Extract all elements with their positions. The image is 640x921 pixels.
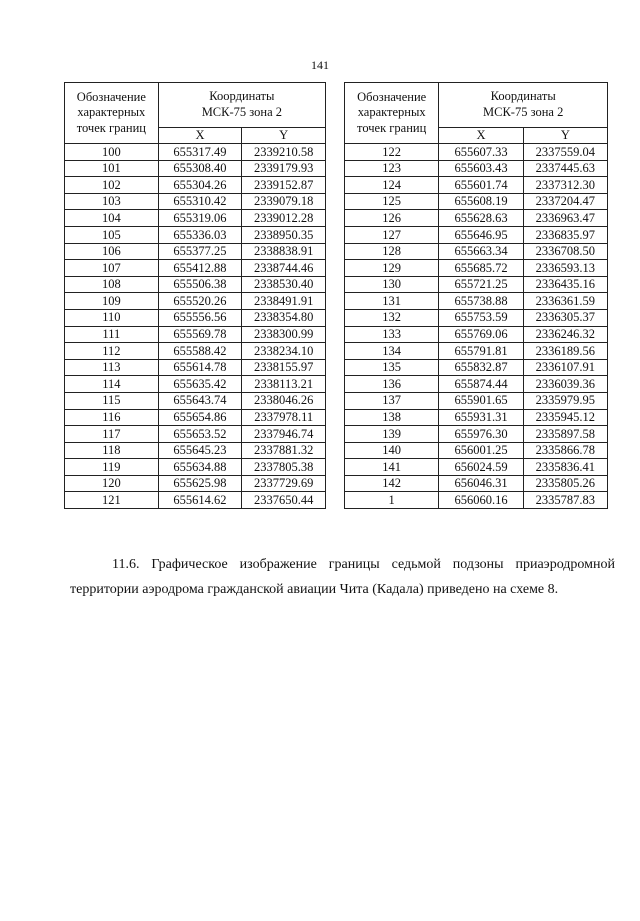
x-cell: 655738.88 <box>439 293 523 310</box>
table-row <box>65 193 326 210</box>
point-id-cell: 110 <box>65 309 159 326</box>
y-cell: 2336305.37 <box>523 309 607 326</box>
table-row <box>345 177 608 194</box>
y-header: Y <box>523 128 607 144</box>
table-row <box>345 343 608 360</box>
header-label-line: Обозначение <box>357 89 427 104</box>
x-cell: 655646.95 <box>439 226 523 243</box>
x-cell: 655588.42 <box>158 343 242 360</box>
y-cell: 2336246.32 <box>523 326 607 343</box>
x-header: X <box>158 128 242 144</box>
x-cell: 655721.25 <box>439 276 523 293</box>
point-label-header <box>345 83 439 144</box>
point-id-cell: 101 <box>65 160 159 177</box>
x-cell: 655506.38 <box>158 276 242 293</box>
x-cell: 655569.78 <box>158 326 242 343</box>
point-id-cell: 138 <box>345 409 439 426</box>
table-row <box>345 210 608 227</box>
x-cell: 656046.31 <box>439 475 523 492</box>
y-cell: 2336963.47 <box>523 210 607 227</box>
y-cell: 2336593.13 <box>523 260 607 277</box>
table-row <box>65 343 326 360</box>
table-row <box>345 376 608 393</box>
y-cell: 2338530.40 <box>242 276 326 293</box>
table-row <box>65 492 326 509</box>
y-cell: 2337729.69 <box>242 475 326 492</box>
table-row <box>65 326 326 343</box>
x-cell: 655645.23 <box>158 442 242 459</box>
x-cell: 655308.40 <box>158 160 242 177</box>
y-cell: 2336708.50 <box>523 243 607 260</box>
table-row <box>65 392 326 409</box>
y-cell: 2338300.99 <box>242 326 326 343</box>
y-cell: 2338046.26 <box>242 392 326 409</box>
x-cell: 655614.62 <box>158 492 242 509</box>
point-id-cell: 140 <box>345 442 439 459</box>
x-cell: 656001.25 <box>439 442 523 459</box>
table-row <box>65 243 326 260</box>
left-table-body <box>65 144 326 509</box>
table-row <box>345 309 608 326</box>
point-id-cell: 135 <box>345 359 439 376</box>
coords-title: Координаты <box>490 89 556 104</box>
y-cell: 2336189.56 <box>523 343 607 360</box>
point-id-cell: 131 <box>345 293 439 310</box>
x-cell: 655520.26 <box>158 293 242 310</box>
point-label-header <box>65 83 159 144</box>
x-cell: 655643.74 <box>158 392 242 409</box>
y-cell: 2337805.38 <box>242 459 326 476</box>
point-id-cell: 121 <box>65 492 159 509</box>
table-row <box>65 226 326 243</box>
point-id-cell: 141 <box>345 459 439 476</box>
coordinates-table-right <box>344 82 608 509</box>
table-row <box>65 409 326 426</box>
coordinates-table-left <box>64 82 326 509</box>
table-row <box>345 226 608 243</box>
point-id-cell: 108 <box>65 276 159 293</box>
y-cell: 2339079.18 <box>242 193 326 210</box>
table-row <box>65 144 326 161</box>
x-cell: 655310.42 <box>158 193 242 210</box>
table-row <box>65 293 326 310</box>
table-row <box>345 144 608 161</box>
coordinates-header <box>158 83 325 128</box>
point-id-cell: 130 <box>345 276 439 293</box>
point-id-cell: 113 <box>65 359 159 376</box>
y-cell: 2337881.32 <box>242 442 326 459</box>
header-label-line: точек границ <box>76 120 146 135</box>
y-cell: 2337312.30 <box>523 177 607 194</box>
point-id-cell: 117 <box>65 426 159 443</box>
x-cell: 655635.42 <box>158 376 242 393</box>
right-table-body <box>345 144 608 509</box>
header-label-line: Обозначение <box>76 89 146 104</box>
y-cell: 2339179.93 <box>242 160 326 177</box>
y-cell: 2338234.10 <box>242 343 326 360</box>
coords-system: МСК-75 зона 2 <box>483 105 564 119</box>
y-cell: 2338838.91 <box>242 243 326 260</box>
y-cell: 2336835.97 <box>523 226 607 243</box>
table-row <box>345 160 608 177</box>
y-cell: 2336361.59 <box>523 293 607 310</box>
header-label-line: точек границ <box>357 120 427 135</box>
table-row <box>65 376 326 393</box>
point-id-cell: 105 <box>65 226 159 243</box>
table-row <box>345 409 608 426</box>
table-row <box>345 475 608 492</box>
coords-title: Координаты <box>209 89 275 104</box>
point-id-cell: 139 <box>345 426 439 443</box>
x-cell: 655556.56 <box>158 309 242 326</box>
table-row <box>345 276 608 293</box>
y-cell: 2338354.80 <box>242 309 326 326</box>
x-cell: 655614.78 <box>158 359 242 376</box>
point-id-cell: 125 <box>345 193 439 210</box>
point-id-cell: 104 <box>65 210 159 227</box>
coords-system: МСК-75 зона 2 <box>201 105 282 119</box>
table-row <box>65 276 326 293</box>
x-cell: 655608.19 <box>439 193 523 210</box>
point-id-cell: 112 <box>65 343 159 360</box>
x-cell: 655931.31 <box>439 409 523 426</box>
y-cell: 2337559.04 <box>523 144 607 161</box>
x-cell: 655319.06 <box>158 210 242 227</box>
x-cell: 655901.65 <box>439 392 523 409</box>
table-row <box>65 309 326 326</box>
point-id-cell: 106 <box>65 243 159 260</box>
y-cell: 2335805.26 <box>523 475 607 492</box>
header-label-line: характерных <box>77 105 146 120</box>
point-id-cell: 120 <box>65 475 159 492</box>
x-cell: 656024.59 <box>439 459 523 476</box>
x-cell: 655377.25 <box>158 243 242 260</box>
y-cell: 2335866.78 <box>523 442 607 459</box>
y-cell: 2336435.16 <box>523 276 607 293</box>
x-cell: 655685.72 <box>439 260 523 277</box>
point-id-cell: 122 <box>345 144 439 161</box>
x-cell: 655336.03 <box>158 226 242 243</box>
table-row <box>65 260 326 277</box>
point-id-cell: 129 <box>345 260 439 277</box>
y-cell: 2337204.47 <box>523 193 607 210</box>
point-id-cell: 136 <box>345 376 439 393</box>
y-cell: 2339210.58 <box>242 144 326 161</box>
x-cell: 655976.30 <box>439 426 523 443</box>
x-cell: 655607.33 <box>439 144 523 161</box>
point-id-cell: 103 <box>65 193 159 210</box>
x-header: X <box>439 128 523 144</box>
x-cell: 655304.26 <box>158 177 242 194</box>
point-id-cell: 107 <box>65 260 159 277</box>
point-id-cell: 123 <box>345 160 439 177</box>
point-id-cell: 114 <box>65 376 159 393</box>
y-cell: 2335787.83 <box>523 492 607 509</box>
point-id-cell: 124 <box>345 177 439 194</box>
point-id-cell: 119 <box>65 459 159 476</box>
x-cell: 655601.74 <box>439 177 523 194</box>
table-row <box>65 177 326 194</box>
y-cell: 2337946.74 <box>242 426 326 443</box>
point-id-cell: 133 <box>345 326 439 343</box>
paragraph-line: 11.6. Графическое изображение границы седьмой подзоны приаэродромной <box>112 557 615 572</box>
point-id-cell: 126 <box>345 210 439 227</box>
table-row <box>345 326 608 343</box>
y-cell: 2338950.35 <box>242 226 326 243</box>
paragraph-line: территории аэродрома гражданской авиации Чита (Кадала) приведено на схеме 8. <box>70 582 559 597</box>
table-row <box>345 459 608 476</box>
x-cell: 655874.44 <box>439 376 523 393</box>
x-cell: 656060.16 <box>439 492 523 509</box>
table-row <box>345 293 608 310</box>
table-row <box>345 492 608 509</box>
point-id-cell: 128 <box>345 243 439 260</box>
point-id-cell: 115 <box>65 392 159 409</box>
table-row <box>345 243 608 260</box>
table-row <box>65 160 326 177</box>
x-cell: 655654.86 <box>158 409 242 426</box>
table-row <box>345 193 608 210</box>
y-cell: 2338491.91 <box>242 293 326 310</box>
y-cell: 2335836.41 <box>523 459 607 476</box>
page-number: 141 <box>311 58 329 72</box>
point-id-cell: 118 <box>65 442 159 459</box>
y-cell: 2335945.12 <box>523 409 607 426</box>
y-cell: 2338155.97 <box>242 359 326 376</box>
point-id-cell: 132 <box>345 309 439 326</box>
point-id-cell: 142 <box>345 475 439 492</box>
point-id-cell: 127 <box>345 226 439 243</box>
table-row <box>65 442 326 459</box>
table-row <box>345 260 608 277</box>
y-cell: 2338744.46 <box>242 260 326 277</box>
table-row <box>345 392 608 409</box>
point-id-cell: 137 <box>345 392 439 409</box>
paragraph-11-6 <box>70 552 615 602</box>
point-id-cell: 111 <box>65 326 159 343</box>
y-cell: 2336107.91 <box>523 359 607 376</box>
y-cell: 2337978.11 <box>242 409 326 426</box>
table-row <box>65 426 326 443</box>
x-cell: 655625.98 <box>158 475 242 492</box>
table-row <box>65 475 326 492</box>
x-cell: 655634.88 <box>158 459 242 476</box>
x-cell: 655317.49 <box>158 144 242 161</box>
table-row <box>345 442 608 459</box>
x-cell: 655832.87 <box>439 359 523 376</box>
table-row <box>65 459 326 476</box>
point-id-cell: 100 <box>65 144 159 161</box>
x-cell: 655663.34 <box>439 243 523 260</box>
x-cell: 655653.52 <box>158 426 242 443</box>
table-row <box>345 359 608 376</box>
point-id-cell: 116 <box>65 409 159 426</box>
point-id-cell: 1 <box>345 492 439 509</box>
x-cell: 655753.59 <box>439 309 523 326</box>
y-header: Y <box>242 128 326 144</box>
table-row <box>65 210 326 227</box>
point-id-cell: 109 <box>65 293 159 310</box>
y-cell: 2335897.58 <box>523 426 607 443</box>
x-cell: 655769.06 <box>439 326 523 343</box>
point-id-cell: 102 <box>65 177 159 194</box>
x-cell: 655628.63 <box>439 210 523 227</box>
point-id-cell: 134 <box>345 343 439 360</box>
table-row <box>345 426 608 443</box>
x-cell: 655412.88 <box>158 260 242 277</box>
coordinates-header <box>439 83 608 128</box>
y-cell: 2336039.36 <box>523 376 607 393</box>
x-cell: 655603.43 <box>439 160 523 177</box>
x-cell: 655791.81 <box>439 343 523 360</box>
y-cell: 2335979.95 <box>523 392 607 409</box>
y-cell: 2338113.21 <box>242 376 326 393</box>
table-row <box>65 359 326 376</box>
header-label-line: характерных <box>357 105 426 120</box>
y-cell: 2337650.44 <box>242 492 326 509</box>
y-cell: 2339012.28 <box>242 210 326 227</box>
y-cell: 2339152.87 <box>242 177 326 194</box>
y-cell: 2337445.63 <box>523 160 607 177</box>
